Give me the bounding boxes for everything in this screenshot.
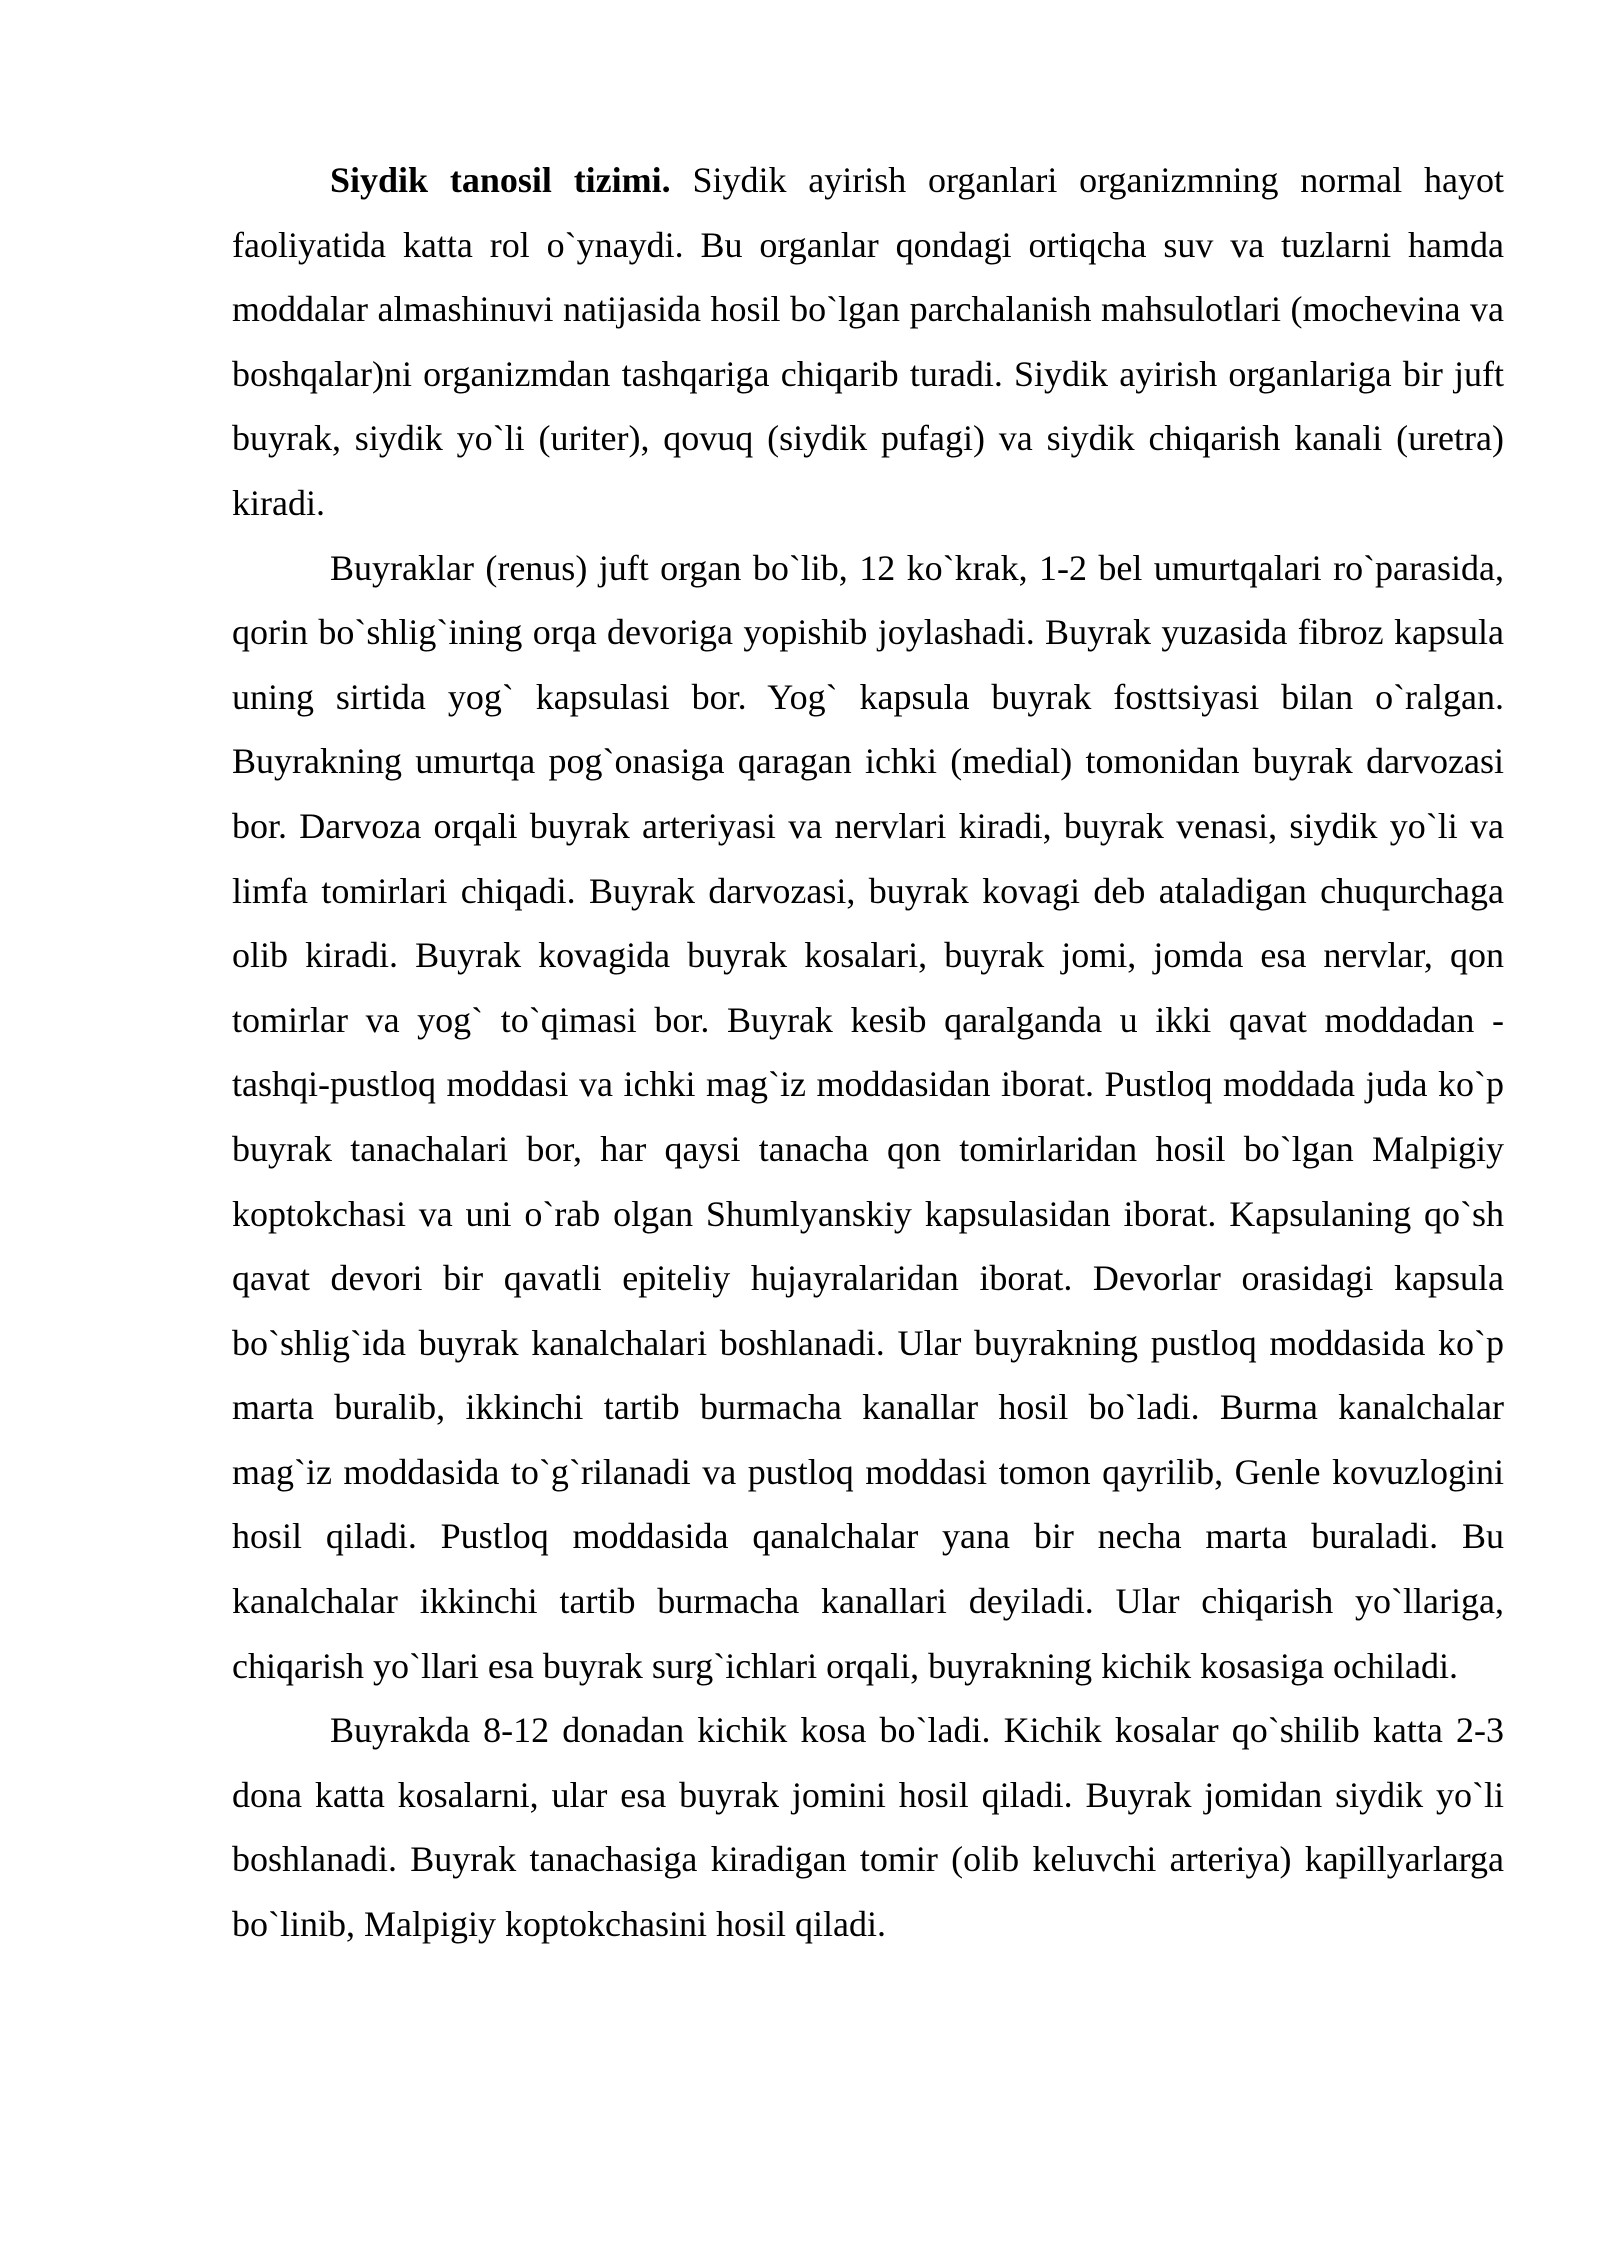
paragraph-3: [232, 1698, 1504, 1956]
paragraph-2: [232, 536, 1504, 1699]
paragraph-text: Buyrakda 8-12 donadan kichik kosa bo`ladi. Kichik kosalar qo`shilib katta 2-3 dona katta kosalarni, ular esa buyrak jomini hosil qiladi. Buyrak jomidan siydik yo`li boshlanadi. Buyrak tanachasiga kiradigan tomir (olib keluvchi arteriya) kapillyarlarga bo`linib, Malpigiy koptokchasini hosil qiladi.: [232, 1710, 1504, 1945]
paragraph-1: [232, 148, 1504, 536]
paragraph-text: Buyraklar (renus) juft organ bo`lib, 12 ko`krak, 1-2 bel umurtqalari ro`parasida, qorin bo`shlig`ining orqa devoriga yopishib joylashadi. Buyrak yuzasida fibroz kapsula uning sirtida yog` kapsulasi bor. Yog` kapsula buyrak fosttsiyasi bilan o`ralgan. Buyrakning umurtqa pog`onasiga qaragan ichki (medial) tomonidan buyrak darvozasi bor. Darvoza orqali buyrak arteriyasi va nervlari kiradi, buyrak venasi, siydik yo`li va limfa tomirlari chiqadi. Buyrak darvozasi, buyrak kovagi deb ataladigan chuqurchaga olib kiradi. Buyrak kovagida buyrak kosalari, buyrak jomi, jomda esa nervlar, qon tomirlar va yog` to`qimasi bor. Buyrak kesib qaralganda u ikki qavat moddadan - tashqi-pustloq moddasi va ichki mag`iz moddasidan iborat. Pustloq moddada juda ko`p buyrak tanachalari bor, har qaysi tanacha qon tomirlaridan hosil bo`lgan Malpigiy koptokchasi va uni o`rab olgan Shumlyanskiy kapsulasidan iborat. Kapsulaning qo`sh qavat devori bir qavatli epiteliy hujayralaridan iborat. Devorlar orasidagi kapsula bo`shlig`ida buyrak kanalchalari boshlanadi. Ular buyrakning pustloq moddasida ko`p marta buralib, ikkinchi tartib burmacha kanallar hosil bo`ladi. Burma kanalchalar mag`iz moddasida to`g`rilanadi va pustloq moddasi tomon qayrilib, Genle kovuzlogini hosil qiladi. Pustloq moddasida qanalchalar yana bir necha marta buraladi. Bu kanalchalar ikkinchi tartib burmacha kanallari deyiladi. Ular chiqarish yo`llariga, chiqarish yo`llari esa buyrak surg`ichlari orqali, buyrakning kichik kosasiga ochiladi.: [232, 547, 1504, 1686]
paragraph-text: Siydik ayirish organlari organizmning normal hayot faoliyatida katta rol o`ynaydi. Bu organlar qondagi ortiqcha suv va tuzlarni hamda moddalar almashinuvi natijasida hosil bo`lgan parchalanish mahsulotlari (mochevina va boshqalar)ni organizmdan tashqariga chiqarib turadi. Siydik ayirish organlariga bir juft buyrak, siydik yo`li (uriter), qovuq (siydik pufagi) va siydik chiqarish kanali (uretra) kiradi.: [232, 160, 1504, 523]
section-heading: Siydik tanosil tizimi.: [330, 160, 671, 200]
document-page: [232, 148, 1504, 1957]
